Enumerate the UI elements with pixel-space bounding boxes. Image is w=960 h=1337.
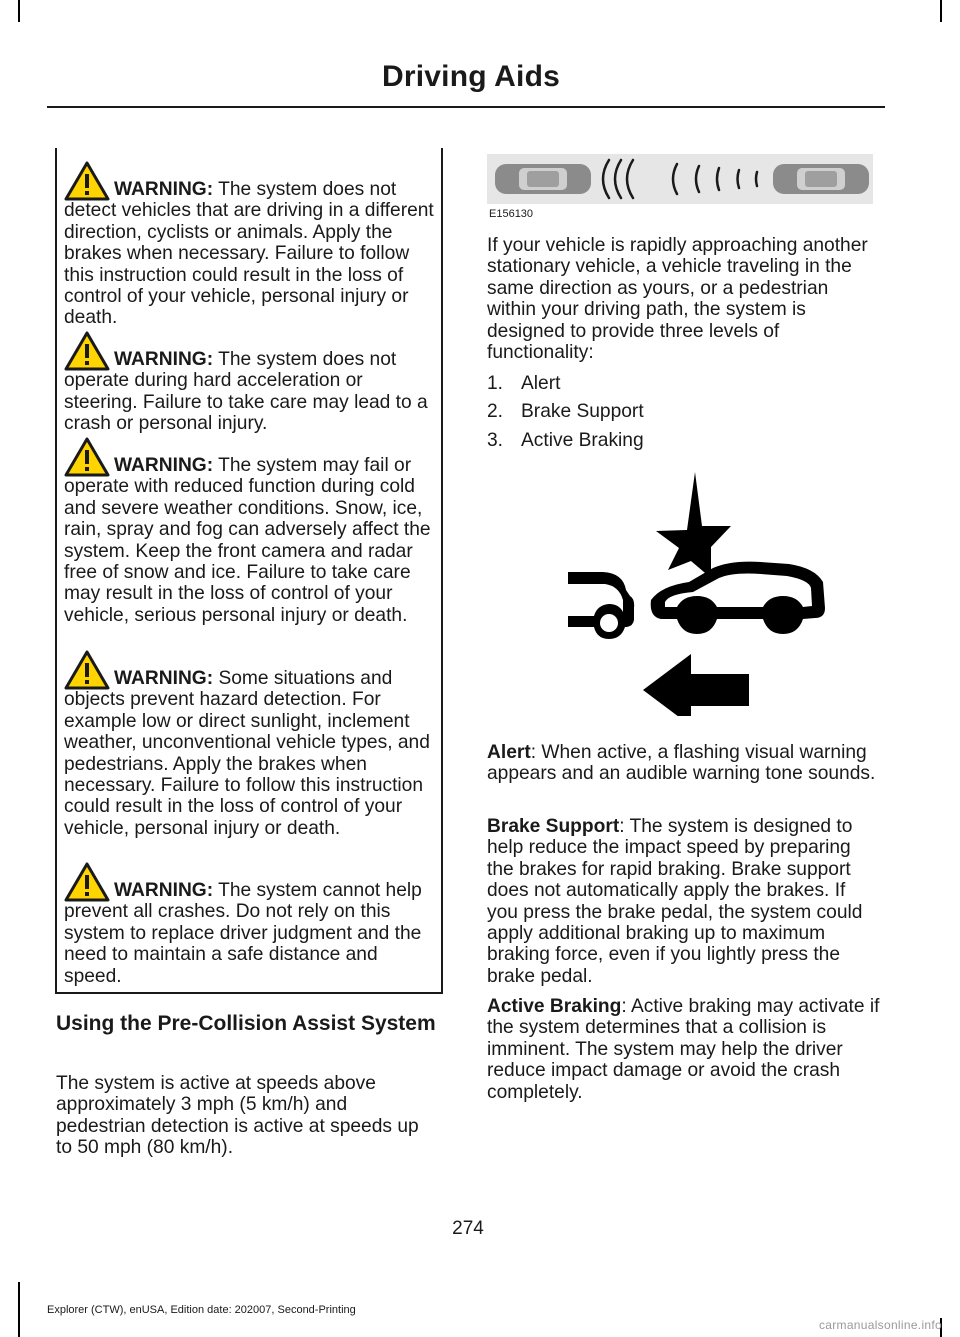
list-text: Brake Support — [521, 401, 644, 422]
warning-text: Some situations and objects prevent hazard detection. For example low or direct sunlight, inclement weather, unconventional vehicle types, and pedestrians. Apply the brakes when necessary. Failure to follow this instruction could result in the loss of control of your vehicle, personal injury or death. — [64, 668, 430, 839]
list-text: Alert — [521, 373, 561, 394]
warning-triangle-icon — [64, 161, 110, 201]
warning-triangle-icon — [64, 862, 110, 902]
crop-mark-top-right — [940, 0, 942, 22]
warning-paragraph-2 — [64, 349, 440, 435]
list-item — [487, 401, 644, 422]
term-text: : Active braking may activate if the system determines that a collision is imminent. The system may help the driver reduce impact damage or avoid the crash completely. — [487, 996, 880, 1103]
warning-text: The system may fail or operate with reduced function during cold and severe weather conditions. Snow, ice, rain, spray and fog can adversely affect the system. Keep the front camera and radar free of snow and ice. Failure to take care may result in the loss of control of your vehicle, serious personal injury or death. — [64, 455, 431, 626]
warning-paragraph-3 — [64, 455, 440, 626]
warning-text: The system does not operate during hard acceleration or steering. Failure to take care may lead to a crash or personal injury. — [64, 349, 428, 435]
warning-label: WARNING: — [114, 349, 214, 370]
collision-warning-icon — [563, 468, 828, 716]
warning-paragraph-4 — [64, 668, 440, 839]
list-number: 2. — [487, 401, 504, 422]
list-number: 3. — [487, 430, 504, 451]
warning-paragraph-1 — [64, 179, 440, 329]
list-item — [487, 430, 644, 451]
warning-label: WARNING: — [114, 179, 214, 200]
term-label: Alert — [487, 742, 531, 763]
figure-code: E156130 — [489, 208, 534, 220]
front-car-icon — [773, 164, 869, 194]
definition-active-braking — [487, 996, 881, 1103]
warning-triangle-icon — [64, 331, 110, 371]
definition-brake-support — [487, 816, 881, 987]
warning-triangle-icon — [64, 650, 110, 690]
warning-label: WARNING: — [114, 880, 214, 901]
crop-mark-bottom-left — [18, 1282, 20, 1337]
term-text: : The system is designed to help reduce the impact speed by preparing the brakes for rapid braking. Brake support does not automatically apply the brakes. If you press the brake pedal, the system could apply additional braking up to maximum braking force, even if you lightly press the brake pedal. — [487, 816, 863, 987]
warning-paragraph-5 — [64, 880, 440, 987]
term-label: Brake Support — [487, 816, 620, 837]
watermark: carmanualsonline.info — [818, 1318, 942, 1332]
warning-text: The system does not detect vehicles that are driving in a different direction, cyclists or animals. Apply the brakes when necessary. Failure to follow this instruction could result in the loss of control of your vehicle, personal injury or death. — [64, 179, 434, 329]
right-intro: If your vehicle is rapidly approaching another stationary vehicle, a vehicle traveling in the same direction as yours, or a pedestrian within your driving path, the system is designed to provide three levels of functionality: — [487, 235, 868, 364]
definition-alert — [487, 742, 881, 785]
term-text: : When active, a flashing visual warning appears and an audible warning tone sounds. — [487, 742, 876, 785]
list-text: Active Braking — [521, 430, 644, 451]
page-title: Driving Aids — [382, 60, 560, 93]
section-heading: Using the Pre-Collision Assist System — [56, 1012, 436, 1035]
list-item — [487, 373, 560, 394]
header-divider — [47, 106, 885, 108]
footer-edition: Explorer (CTW), enUSA, Edition date: 202007, Second-Printing — [47, 1304, 356, 1316]
warning-text: The system cannot help prevent all crashes. Do not rely on this system to replace driver judgment and the need to maintain a safe distance and speed. — [64, 880, 422, 987]
page-number: 274 — [452, 1218, 484, 1239]
rear-car-icon — [495, 164, 591, 194]
section-intro: The system is active at speeds above approximately 3 mph (5 km/h) and pedestrian detection is active at speeds up to 50 mph (80 km/h). — [56, 1073, 419, 1159]
radar-figure — [487, 154, 873, 204]
warning-triangle-icon — [64, 437, 110, 477]
warning-label: WARNING: — [114, 668, 214, 689]
list-number: 1. — [487, 373, 504, 394]
crop-mark-top-left — [18, 0, 20, 22]
warning-label: WARNING: — [114, 455, 214, 476]
term-label: Active Braking — [487, 996, 622, 1017]
